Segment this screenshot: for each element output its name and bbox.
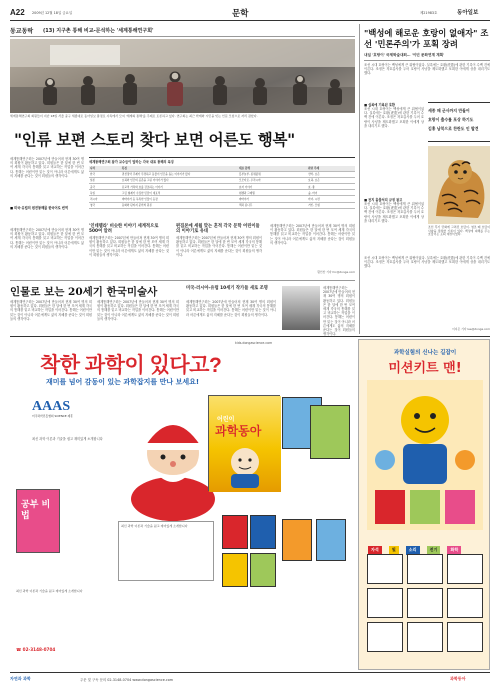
kit-box[interactable] xyxy=(447,554,483,584)
article-body-col2: 세계통해연구회는 2007년에 만들어져 현재 30여 명의 회원이 활동하고 있다. 회원들은 한 달에 한 번 모여 세계 각국의 통해를 읽고 비교하는 작업을 이어간다. 통해는 어린이만 읽는 것이 아니라 어른에게도 삶의 지혜를 준다는 것이 회원들의 생각이다. xyxy=(89,236,169,257)
table-header-cell: 대표 통해 xyxy=(238,166,307,172)
table-cell: 독일 xyxy=(89,190,121,196)
second-body-col3: 세계통해연구회는 2007년에 만들어져 현재 30여 명의 회원이 활동하고 있다. 회원들은 한 달에 한 번 모여 세계 각국의 통해를 읽고 비교하는 작업을 이어간다. 통해는 어린이만 읽는 것이 아니라 어른에게도 삶의 지혜를 준다는 것이 회원들의 생각이다. xyxy=(186,300,276,317)
paper-logo: 동아일보 xyxy=(457,10,479,16)
article-byline: 황인찬 기자 hic@donga.com xyxy=(317,270,355,274)
tiger-illustration xyxy=(428,146,490,224)
table-header-cell: 특징 xyxy=(121,166,238,172)
issue-date: 2009년 12월 18일 금요일 xyxy=(32,11,73,15)
article-body-col1b: 세계통해연구회는 2007년에 만들어져 현재 30여 명의 회원이 활동하고 있다. 회원들은 한 달에 한 번 모여 세계 각국의 통해를 읽고 비교하는 작업을 이어간다. 통해는 어린이만 읽는 것이 아니라 어른에게도 삶의 지혜를 준다는 것이 회원들의 생각이다. xyxy=(10,228,84,249)
kicker-rule xyxy=(10,36,355,37)
tiger-caption: 조선 후기 민화에 그려진 호랑이. 영조 때 호랑이 사냥을 장려한 기록이 있다. 백성에 피해를 주는 호랑이는 포획 대상이었다. xyxy=(428,225,490,237)
kit-item[interactable]: 빛 xyxy=(389,546,399,555)
right-body-4: 조선 시대 호랑이는 백성에게 큰 위협이었다. 실록에는 호환(虎患)에 관한 기록이 수백 건에 이른다. 조정은 착호갑사를 두어 호랑이 사냥을 제도화했고 포획한 이에게 상을 내리기도 했다. xyxy=(364,256,490,269)
aaas-logo-sub: 미국과학진흥협회 SCIENCE 제휴 xyxy=(32,414,73,418)
right-body-3: 조선 시대 호랑이는 백성에게 큰 위협이었다. 실록에는 호환(虎患)에 관한 기록이 수백 건에 이른다. 조정은 착호갑사를 두어 호랑이 사냥을 제도화했고 포획한 이에게 상을 내리기도 했다. xyxy=(364,202,424,223)
table-cell: 마녀, 시련 xyxy=(307,196,355,202)
ad-small-print-1: 최신 과학 이론과 기술을 쉽고 재미있게 소개합니다 xyxy=(16,589,83,593)
subhead-mini-1: ■ 미국·유럽의 원전통해를 한국어로 번역 xyxy=(10,205,84,210)
footer-contact[interactable]: 주문 및 구독 문의 02-3148-0704 www.dongascience.com xyxy=(80,677,174,682)
table-cell: 일본 xyxy=(89,177,121,183)
table-cell: 영국 xyxy=(89,202,121,208)
second-body-col2: 세계통해연구회는 2007년에 만들어져 현재 30여 명의 회원이 활동하고 있다. 회원들은 한 달에 한 번 모여 세계 각국의 통해를 읽고 비교하는 작업을 이어간다. 통해는 어린이만 읽는 것이 아니라 어른에게도 삶의 지혜를 준다는 것이 회원들의 생각이다. xyxy=(97,300,180,321)
ad-subline: 재미를 넘어 감동이 있는 과학잡지를 만나 보세요! xyxy=(46,378,200,386)
ad-top-rule xyxy=(10,336,490,337)
right-body-1: 조선 시대 호랑이는 백성에게 큰 위협이었다. 실록에는 호환(虎患)에 관한 기록이 수백 건에 이른다. 조정은 착호갑사를 두어 호랑이 사냥을 제도화했고 포획한 이에게 상을 내리기도 했다. xyxy=(364,63,490,76)
ad-url[interactable]: kids.dongascience.com xyxy=(235,341,273,345)
magazine-cover[interactable] xyxy=(208,395,280,491)
right-pull-box xyxy=(428,102,490,142)
table-cell: 선악, 보은 xyxy=(307,171,355,177)
ad-right[interactable] xyxy=(358,339,490,670)
table-row xyxy=(89,202,355,208)
meeting-photo-illustration xyxy=(10,39,355,113)
table-cell: 한국 xyxy=(89,171,121,177)
side-book-2[interactable] xyxy=(310,405,350,459)
right-rule xyxy=(364,60,490,61)
cover-title-big: 과학동아 xyxy=(215,424,262,438)
cover-character-illustration xyxy=(219,444,271,488)
ad-phone[interactable]: ☎ 02-3148-0704 xyxy=(16,647,56,652)
article-kicker: 동교동락 xyxy=(10,28,34,35)
table-cell: 중국 xyxy=(89,184,121,190)
subhead-2: 편집본에 세월 맞는 흔적 각국 문학 어린이들의 이야기로 유대 xyxy=(176,224,260,235)
study-book-title: 공부 비법 xyxy=(21,500,51,521)
table-cell: 잭과 콩나무 xyxy=(238,202,307,208)
second-headline-side: 미국-러시아-유럽 10세기 작가들 새로 조명 xyxy=(186,286,268,291)
aaas-logo xyxy=(32,399,92,433)
footer-left-logo: 자연과 과학 xyxy=(10,676,31,681)
ad-right-headline-big: 미션키트 맨! xyxy=(388,361,462,376)
table-cell: 헨젤과 그레텔 xyxy=(238,190,307,196)
pull-line-2: 호랑이 출수를 포상 하기도 xyxy=(428,117,474,122)
article-kicker-row xyxy=(10,25,355,35)
kit-box[interactable] xyxy=(447,588,483,618)
second-headline: 인물로 보는 20세기 한국미술사 xyxy=(10,286,158,298)
right-byline: 이지은 기자 lee@donga.com xyxy=(452,327,490,331)
bottom-book-3[interactable] xyxy=(222,553,248,587)
right-subhead-3: ■ 천지 흉물처리 규정 참고 xyxy=(364,198,403,202)
kit-item[interactable]: 소리 xyxy=(406,546,420,555)
table-cell: 러시아 xyxy=(89,196,121,202)
mission-kit-illustration xyxy=(367,380,483,530)
table-cell: 숲, 마녀 xyxy=(307,190,355,196)
table-cell: 바바야가 등 독특한 인물이 등장 xyxy=(121,196,238,202)
right-headline: "백성에 해로운 호랑이 없애자" 조선 '민론주의'가 포획 장려 xyxy=(364,28,489,49)
aaas-logo-text: AAAS xyxy=(32,399,71,414)
second-article-photo xyxy=(282,286,320,330)
subhead-1: '인데렐라' 비슷한 이야기 세계적으로 500여 알려 xyxy=(89,224,159,235)
pull-line-1: 세종 때 군사까지 만들어 xyxy=(428,108,470,113)
ad-desc-1: 최신 과학 이론과 기술을 쉽고 재미있게 소개합니다 xyxy=(32,437,103,441)
table-cell: 효, 충 xyxy=(307,184,355,190)
second-body-col1: 세계통해연구회는 2007년에 만들어져 현재 30여 명의 회원이 활동하고 있다. 회원들은 한 달에 한 번 모여 세계 각국의 통해를 읽고 비교하는 작업을 이어간다. 통해는 어린이만 읽는 것이 아니라 어른에게도 삶의 지혜를 준다는 것이 회원들의 생각이다. xyxy=(10,300,93,321)
table-cell: 모모타로, 우라시마 xyxy=(238,177,307,183)
tiger-painting xyxy=(428,146,490,224)
article-series: (13) 지구촌 통해 비교-문석하는 '세계통해연구회' xyxy=(43,28,154,34)
table-cell: 바바야가 xyxy=(238,196,307,202)
kit-item[interactable]: 자석 xyxy=(368,546,382,555)
photo-caption: 세계통해연구회 회원들이 지난 18일 서울 중구 세종대로 동아일보 충정로 사옥에서 모여 '세계의 통해'를 주제로 토론하고 있다. 연구회는 최근 학계와 시민을 잇는 인문 모임으로 자리 잡았다. xyxy=(10,114,258,118)
table-header-cell: 나라 xyxy=(89,166,121,172)
page-number: A22 xyxy=(10,8,25,17)
kit-box[interactable] xyxy=(407,588,443,618)
article-body-col3: 세계통해연구회는 2007년에 만들어져 현재 30여 명의 회원이 활동하고 있다. 회원들은 한 달에 한 번 모여 세계 각국의 통해를 읽고 비교하는 작업을 이어간다. 통해는 어린이만 읽는 것이 아니라 어른에게도 삶의 지혜를 준다는 것이 회원들의 생각이다. xyxy=(176,236,262,257)
edition-number: 제21983호 xyxy=(420,11,438,15)
footer-right-logo: 과학동아 xyxy=(450,676,466,681)
table-cell: 유교적 가치와 효를 강조하는 이야기 xyxy=(121,184,238,190)
right-subhead-2: ■ 실록에 기록된 호환 xyxy=(364,103,395,107)
column-divider xyxy=(359,24,360,334)
kit-item[interactable]: 화학 xyxy=(447,546,461,555)
page-header xyxy=(10,6,490,20)
kit-box[interactable] xyxy=(407,622,443,652)
kit-box[interactable] xyxy=(447,622,483,652)
table-cell: 동화와 판타지 문학의 원류 xyxy=(121,202,238,208)
bottom-book-6[interactable] xyxy=(316,519,346,561)
right-subheadline: 내일 '호랑이' 국제학술대회… '이민 문화연계 계획' xyxy=(364,53,445,57)
ad-info-box xyxy=(118,521,214,581)
second-body-col4: 세계통해연구회는 2007년에 만들어져 현재 30여 명의 회원이 활동하고 있다. 회원들은 한 달에 한 번 모여 세계 각국의 통해를 읽고 비교하는 작업을 이어간다. 통해는 어린이만 읽는 것이 아니라 어른에게도 삶의 지혜를 준다는 것이 회원들의 생각이다. xyxy=(323,286,355,337)
table-cell: 권선징악 주제가 뚜렷하고 동물이 인간을 돕는 이야기가 많다 xyxy=(121,171,238,177)
study-book[interactable] xyxy=(16,489,60,553)
kit-item[interactable]: 전기 xyxy=(427,546,441,555)
ad-right-headline-small: 과학실험의 신나는 길잡이 xyxy=(393,350,457,356)
article-body-col4: 세계통해연구회는 2007년에 만들어져 현재 30여 명의 회원이 활동하고 있다. 회원들은 한 달에 한 번 모여 세계 각국의 통해를 읽고 비교하는 작업을 이어간다. 통해는 어린이만 읽는 것이 아니라 어른에게도 삶의 지혜를 준다는 것이 회원들의 생각이다. xyxy=(270,224,355,245)
comparison-table-box xyxy=(89,157,355,221)
table-cell: 그림 형제가 수집한 민담이 대표적 xyxy=(121,190,238,196)
table-cell: 요괴와 인간의 공존을 그린 이야기가 많다 xyxy=(121,177,238,183)
table-cell: 요괴, 보은 xyxy=(307,177,355,183)
table-header-cell: 관련 주제 xyxy=(307,166,355,172)
bottom-book-1[interactable] xyxy=(222,515,248,549)
kit-list xyxy=(367,536,483,556)
cover-title-small: 어린이 xyxy=(217,416,235,423)
article-photo xyxy=(10,39,355,113)
table-cell: 흥부놀부, 콩쥐팥쥐 xyxy=(238,171,307,177)
article-headline: "인류 보편 스토리 찾다 보면 어른도 행복" xyxy=(14,130,295,149)
table-cell: 거인, 모험 xyxy=(307,202,355,208)
kit-product-grid xyxy=(367,554,483,654)
kit-box[interactable] xyxy=(367,588,403,618)
ad-left[interactable] xyxy=(10,339,355,670)
section-title: 문학 xyxy=(232,9,249,19)
table-cell: 효자 이야기 xyxy=(238,184,307,190)
header-rule xyxy=(10,20,490,21)
pull-line-3: 김홍 남북으로 찬란도 인 발견 xyxy=(428,126,479,131)
article-body-col1: 세계통해연구회는 2007년에 만들어져 현재 30여 명의 회원이 활동하고 있다. 회원들은 한 달에 한 번 모여 세계 각국의 통해를 읽고 비교하는 작업을 이어간다. 통해는 어린이만 읽는 것이 아니라 어른에게도 삶의 지혜를 준다는 것이 회원들의 생각이다. xyxy=(10,157,84,178)
kit-box[interactable] xyxy=(407,554,443,584)
bottom-book-4[interactable] xyxy=(250,553,276,587)
comparison-table xyxy=(89,166,355,209)
table-title: 세계통해연구회 참가 교수들이 말하는 각국 대표 통해의 특징 xyxy=(89,160,174,164)
ad-headline: 착한 과학이 있다고? xyxy=(40,354,222,377)
bottom-book-5[interactable] xyxy=(282,519,312,561)
ad-info-text: 최신 과학 이론과 기술을 쉽고 재미있게 소개합니다 xyxy=(121,524,188,528)
right-body-2: 조선 시대 호랑이는 백성에게 큰 위협이었다. 실록에는 호환(虎患)에 관한 기록이 수백 건에 이른다. 조정은 착호갑사를 두어 호랑이 사냥을 제도화했고 포획한 이에게 상을 내리기도 했다. xyxy=(364,107,424,128)
ad-footer xyxy=(10,672,490,685)
bottom-book-2[interactable] xyxy=(250,515,276,549)
kit-box[interactable] xyxy=(367,622,403,652)
section-divider xyxy=(10,280,355,281)
kit-box[interactable] xyxy=(367,554,403,584)
